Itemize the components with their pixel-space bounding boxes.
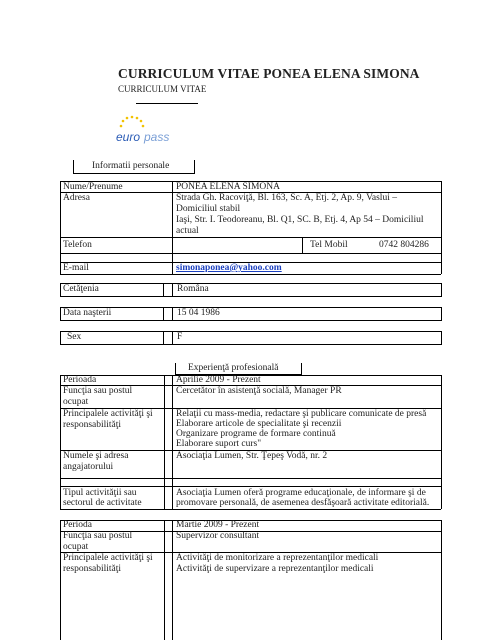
job1-position-label: ocupat	[63, 397, 89, 407]
job2-activities-label: responsabilităţi	[63, 564, 122, 574]
email-label: E-mail	[63, 263, 89, 273]
job1-employer-value: Asociaţia Lumen, Str. Ţepeş Vodă, nr. 2	[176, 451, 328, 461]
europass-logo-graphic	[110, 108, 194, 154]
name-value: PONEA ELENA SIMONA	[176, 182, 280, 192]
job2-period-label: Perioda	[63, 520, 93, 530]
birth-value: 15 04 1986	[177, 308, 220, 318]
mobile-label: Tel Mobil	[310, 240, 348, 250]
citizenship-row	[60, 283, 442, 297]
eu-stars-icon	[120, 116, 145, 128]
experience-section-header	[175, 363, 302, 375]
address-label: Adresa	[63, 193, 90, 203]
birth-label: Data naşterii	[63, 308, 112, 318]
job1-activity-item: Relaţii cu mass-media, redactare şi publicare comunicate de presă	[176, 409, 427, 419]
job1-activity-item: Elaborare articole de specialitate şi recenzii	[176, 419, 342, 429]
mobile-value: 0742 804286	[379, 240, 429, 250]
sex-row	[60, 331, 442, 345]
logo-text-pass: pass	[144, 130, 170, 144]
address-line: actual	[176, 226, 199, 236]
phone-label: Telefon	[63, 240, 92, 250]
job2-activity-item: Activităţi de supervizare a reprezentanţilor medicali	[176, 564, 374, 574]
europass-logo	[110, 108, 194, 154]
job1-employer-label: angajatorului	[63, 462, 114, 472]
page-title: CURRICULUM VITAE PONEA ELENA SIMONA	[118, 66, 420, 81]
sex-label: Sex	[67, 332, 82, 342]
header-divider	[136, 103, 198, 104]
job1-sector-label: Tipul activităţii sau	[63, 488, 137, 498]
email-link[interactable]: simonaponea@yahoo.com	[176, 263, 282, 273]
job1-sector-value: Asociaţia Lumen oferă programe educaţionale, de informare şi de	[176, 488, 426, 498]
citizenship-value: Româna	[177, 284, 209, 294]
personal-section-header	[73, 160, 195, 174]
job2-position-value: Supervizor consultant	[176, 531, 260, 541]
page-subtitle: CURRICULUM VITAE	[118, 84, 207, 94]
job1-period-label: Perioada	[63, 375, 97, 385]
address-line: Strada Gh. Racoviţă, Bl. 163, Sc. A, Etj. 2, Ap. 9, Vaslui –	[176, 193, 397, 203]
job1-employer-label: Numele şi adresa	[63, 451, 129, 461]
sex-value: F	[177, 332, 183, 342]
job1-sector-label: sectorul de activitate	[63, 498, 142, 508]
job1-activity-item: Elaborare suport curs"	[176, 439, 262, 449]
personal-section-title: Informatii personale	[92, 161, 170, 171]
job2-period-value: Martie 2009 - Prezent	[176, 520, 260, 530]
experience-section-title: Experienţă profesională	[188, 363, 279, 373]
job2-activities-label: Principalele activităţi şi	[63, 553, 153, 563]
job1-position-label: Funcţia sau postul	[63, 386, 133, 396]
job1-position-value: Cercetător în asistenţă socială, Manager PR	[176, 386, 342, 396]
birth-row	[60, 307, 442, 321]
job2-position-label: ocupat	[63, 542, 89, 552]
address-line: Domiciliul stabil	[176, 204, 241, 214]
citizenship-label: Cetăţenia	[63, 284, 99, 294]
address-line: Iaşi, Str. I. Teodoreanu, Bl. Q1, SC. B, Etj. 4, Ap 54 – Domiciliul	[176, 215, 424, 225]
job1-activities-label: responsabilităţi	[63, 420, 122, 430]
job1-activity-item: Organizare programe de formare continuă	[176, 429, 336, 439]
logo-text-euro: euro	[116, 130, 141, 144]
job1-period-value: Aprilie 2009 - Prezent	[176, 375, 261, 385]
job1-sector-value: promovare personală, de asemenea desfăşoară activitate editorială.	[176, 498, 430, 508]
job2-activity-item: Activităţi de monitorizare a reprezentanţilor medicali	[176, 553, 379, 563]
name-label: Nume/Prenume	[63, 182, 123, 192]
job1-activities-label: Principalele activităţi şi	[63, 409, 153, 419]
job2-position-label: Funcţia sau postul	[63, 531, 133, 541]
